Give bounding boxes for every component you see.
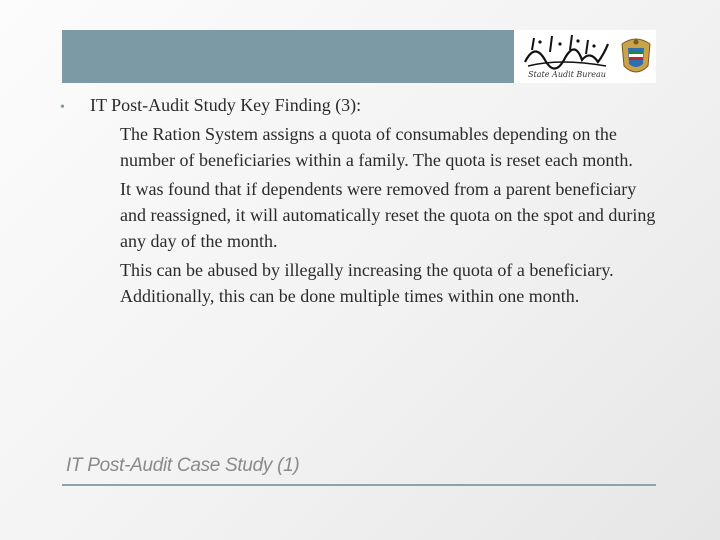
finding-paragraph: The Ration System assigns a quota of consumables depending on the number of beneficiaries within a family. The quota is reset each month.: [120, 124, 633, 170]
finding-paragraph: This can be abused by illegally increasing the quota of a beneficiary. Additionally, this can be done multiple times within one month.: [120, 260, 614, 306]
slide-body: [58, 92, 658, 309]
logo-area: [514, 30, 656, 83]
bullet-title: IT Post-Audit Study Key Finding (3):: [90, 95, 362, 115]
finding-paragraph: It was found that if dependents were removed from a parent beneficiary and reassigned, it will automatically reset the quota on the spot and during any day of the month.: [120, 179, 656, 251]
logo-caption: State Audit Bureau: [528, 70, 606, 79]
arabic-calligraphy-logo: [520, 32, 610, 70]
bullet-icon: •: [60, 100, 65, 115]
kuwait-emblem-icon: [618, 36, 654, 78]
header-bar: [62, 30, 514, 83]
footer-divider: [62, 484, 656, 486]
footer-title: IT Post-Audit Case Study (1): [66, 455, 300, 476]
bullet-heading: [58, 92, 658, 121]
